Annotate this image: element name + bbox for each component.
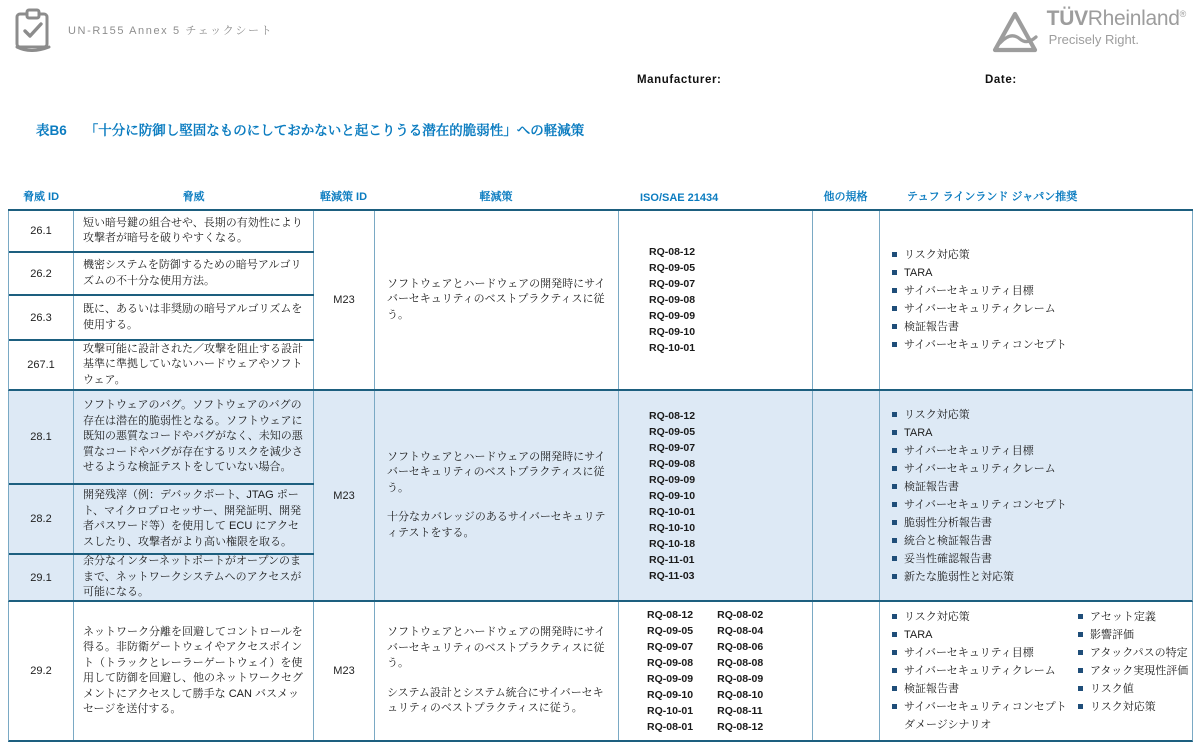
iso-code: RQ-08-12 [717,721,764,733]
recommend-item: サイバーセキュリティコンセプト [892,496,1067,514]
iso-code: RQ-09-08 [647,657,694,669]
iso-code: RQ-08-12 [647,609,694,621]
table-row [9,253,314,296]
recommend-item: サイバーセキュリティクレーム [892,460,1067,478]
threat-text: 余分なインターネットポートがオープンのままで、ネットワークシステムへのアクセスが可能になる。 [74,555,314,600]
iso-code: RQ-08-08 [717,657,764,669]
iso-code: RQ-08-01 [647,721,694,733]
table-row [9,391,314,485]
bullet-square-icon [892,502,897,507]
iso-code: RQ-08-04 [717,625,764,637]
iso-code: RQ-09-07 [649,441,696,454]
threat-id: 28.2 [9,485,74,553]
recommend-item: アセット定義 [1078,608,1192,626]
checklist-table [8,188,1193,742]
recommend-item: サイバーセキュリティコンセプト [892,698,1078,716]
threat-id: 29.1 [9,555,74,600]
recommend-item: 統合と検証報告書 [892,532,1067,550]
threat-text: 既に、あるいは非奨励の暗号アルゴリズムを使用する。 [74,296,314,339]
mitigation-paragraph: ソフトウェアとハードウェアの開発時にサイバーセキュリティのベストプラクティスに従う。 [387,277,606,321]
threat-id: 26.2 [9,253,74,294]
col-header-iso-sae: ISO/SAE 21434 [640,192,719,204]
threat-rows [9,211,314,389]
threat-text: 機密システムを防御するための暗号アルゴリズムの不十分な使用方法。 [74,253,314,294]
iso-code: RQ-08-02 [717,609,764,621]
bullet-square-icon [892,430,897,435]
mitigation-paragraph: 十分なカバレッジのあるサイバーセキュリティテストをする。 [387,511,606,539]
iso-code: RQ-10-10 [649,521,696,534]
manufacturer-label: Manufacturer: [637,74,722,86]
iso-code: RQ-09-08 [649,457,696,470]
recommend-item: リスク対応策 [892,406,1067,424]
other-standards-cell [813,391,880,600]
recommend-item: サイバーセキュリティ目標 [892,282,1067,300]
iso-sae-cell [619,602,813,740]
iso-code: RQ-09-10 [647,689,694,701]
col-header-threat: 脅威 [182,191,205,203]
date-label: Date: [985,74,1017,86]
col-header-threat-id: 脅威 ID [22,191,60,203]
iso-sae-cell [619,211,813,389]
bullet-square-icon [1078,704,1083,709]
recommend-item: 新たな脆弱性と対応策 [892,568,1067,586]
bullet-square-icon [892,704,897,709]
recommend-item: リスク対応策 [1078,698,1192,716]
recommend-item: 検証報告書 [892,478,1067,496]
threat-rows [9,602,314,740]
iso-code: RQ-10-01 [649,342,696,354]
iso-code: RQ-09-08 [649,294,696,306]
bullet-square-icon [892,306,897,311]
bullet-square-icon [892,574,897,579]
iso-code: RQ-11-03 [649,569,695,582]
other-standards-cell [813,211,880,389]
iso-code: RQ-08-12 [649,409,696,422]
threat-id: 26.3 [9,296,74,339]
threat-text: 攻撃可能に設計された／攻撃を阻止する設計基準に準拠していないハードウェアやソフトウェア。 [74,341,314,389]
mitigation-id: M23 [314,602,375,740]
bullet-square-icon [892,686,897,691]
threat-id: 28.1 [9,391,74,483]
threat-text: ソフトウェアのバグ。ソフトウェアのバグの存在は潜在的脆弱性となる。ソフトウェアに既知の悪質なコードやバグがなく、未知の悪質なコードやバグが存在するリスクを減少させるような検証テストをしていない場合。 [74,391,314,483]
bullet-square-icon [892,448,897,453]
iso-code: RQ-09-09 [647,673,694,685]
checklist-clipboard-icon [14,8,52,52]
tuv-rheinland-logo [991,8,1186,54]
iso-code: RQ-08-09 [717,673,764,685]
iso-code: RQ-09-07 [649,278,696,290]
bullet-square-icon [892,650,897,655]
table-row [9,485,314,555]
recommend-item: サイバーセキュリティコンセプト [892,336,1067,354]
table-row [9,602,314,740]
iso-code: RQ-08-11 [717,705,763,717]
bullet-square-icon [892,324,897,329]
row-group-26 [8,211,1193,391]
bullet-square-icon [892,538,897,543]
recommend-item: 影響評価 [1078,626,1192,644]
iso-sae-cell [619,391,813,600]
logo-tagline: Precisely Right. [1048,32,1139,48]
recommend-item: TARA [892,264,1067,282]
table-row [9,341,314,389]
bullet-square-icon [892,288,897,293]
table-row [9,296,314,341]
recommend-item: サイバーセキュリティクレーム [892,662,1078,680]
col-header-tuv-recommend: テュフ ラインランド ジャパン推奨 [907,191,1078,203]
recommend-item: 検証報告書 [892,318,1067,336]
recommend-item: TARA [892,626,1078,644]
mitigation-id: M23 [314,211,375,389]
mitigation-paragraph: システム設計とシステム統合にサイバーセキュリティのベストプラクティスに従う。 [387,686,604,715]
recommend-item: TARA [892,424,1067,442]
table-row [9,555,314,600]
iso-code: RQ-09-09 [649,473,696,486]
mitigation-paragraph: ソフトウェアとハードウェアの開発時にサイバーセキュリティのベストプラクティスに従う。 [387,450,606,494]
iso-code: RQ-08-12 [649,246,696,258]
mitigation-cell [375,391,619,600]
threat-id: 26.1 [9,211,74,251]
table-body [8,209,1193,742]
bullet-square-icon [892,632,897,637]
bullet-square-icon [1078,650,1083,655]
row-group-29 [8,602,1193,742]
threat-rows [9,391,314,600]
iso-code: RQ-09-07 [647,641,694,653]
recommend-item: 脆弱性分析報告書 [892,514,1067,532]
bullet-square-icon [892,614,897,619]
bullet-square-icon [892,556,897,561]
iso-code: RQ-10-01 [649,505,696,518]
mitigation-id: M23 [314,391,375,600]
bullet-square-icon [892,412,897,417]
threat-text: 開発残滓（例：デバックポート、JTAG ポート、マイクロプロセッサー、開発証明、開発者パスワード等）を使用して ECU にアクセスしたり、攻撃者がより高い権限を取る。 [74,485,314,553]
iso-code: RQ-09-05 [647,625,694,637]
bullet-square-icon [892,484,897,489]
col-header-mitigation-id: 軽減策 ID [319,191,368,203]
iso-code: RQ-11-01 [649,553,695,566]
recommend-item: アタックパスの特定 [1078,644,1192,662]
iso-code: RQ-09-09 [649,310,696,322]
bullet-square-icon [892,342,897,347]
recommend-continuation: ダメージシナリオ [904,719,992,731]
other-standards-cell [813,602,880,740]
table-header-row [8,188,1193,209]
iso-code: RQ-09-05 [649,262,696,274]
table-title [36,119,584,139]
recommend-item: リスク対応策 [892,608,1078,626]
mitigation-paragraph: ソフトウェアとハードウェアの開発時にサイバーセキュリティのベストプラクティスに従う。 [387,626,606,670]
iso-code: RQ-09-05 [649,425,696,438]
bullet-square-icon [1078,632,1083,637]
recommend-item: 検証報告書 [892,680,1078,698]
table-title-text: 「十分に防御し堅固なものにしておかないと起こりうる潜在的脆弱性」への軽減策 [84,123,585,138]
recommend-item: サイバーセキュリティ目標 [892,442,1067,460]
recommend-cell [880,211,1192,389]
bullet-square-icon [1078,668,1083,673]
recommend-item: リスク対応策 [892,246,1067,264]
table-row [9,211,314,253]
bullet-square-icon [892,520,897,525]
recommend-cell [880,391,1192,600]
recommend-item: アタック実現性評価 [1078,662,1192,680]
iso-code: RQ-09-10 [649,326,696,338]
iso-code: RQ-10-01 [647,705,694,717]
row-group-28 [8,391,1193,602]
bullet-square-icon [892,270,897,275]
bullet-square-icon [1078,614,1083,619]
threat-text: ネットワーク分離を回避してコントロールを得る。非防衛ゲートウェイやアクセスポイント（トラックとレーラーゲートウェイ）を使用して防御を回避し、他のネットワークセグメントにアクセスして勝手な CAN バスメッセージを送付する。 [74,602,314,740]
iso-code: RQ-08-06 [717,641,764,653]
mitigation-cell [375,211,619,389]
tuv-triangle-icon [991,10,1039,54]
document-title: UN-R155 Annex 5 チェックシート [68,25,274,37]
col-header-other-standards: 他の規格 [823,191,868,203]
recommend-item: サイバーセキュリティ目標 [892,644,1078,662]
recommend-cell [880,602,1192,740]
col-header-mitigation: 軽減策 [479,191,513,203]
bullet-square-icon [892,466,897,471]
recommend-item: サイバーセキュリティクレーム [892,300,1067,318]
bullet-square-icon [1078,686,1083,691]
logo-wordmark: TÜVRheinland® [1046,7,1186,30]
iso-code: RQ-08-10 [717,689,764,701]
threat-text: 短い暗号鍵の組合せや、長期の有効性により攻撃者が暗号を破りやすくなる。 [74,211,314,251]
recommend-item: リスク値 [1078,680,1192,698]
iso-code: RQ-10-18 [649,537,696,550]
bullet-square-icon [892,668,897,673]
document-header [14,8,273,52]
mitigation-cell [375,602,619,740]
threat-id: 267.1 [9,341,74,389]
bullet-square-icon [892,252,897,257]
iso-code: RQ-09-10 [649,489,696,502]
threat-id: 29.2 [9,602,74,740]
table-number: 表B6 [36,123,67,138]
recommend-item: 妥当性確認報告書 [892,550,1067,568]
